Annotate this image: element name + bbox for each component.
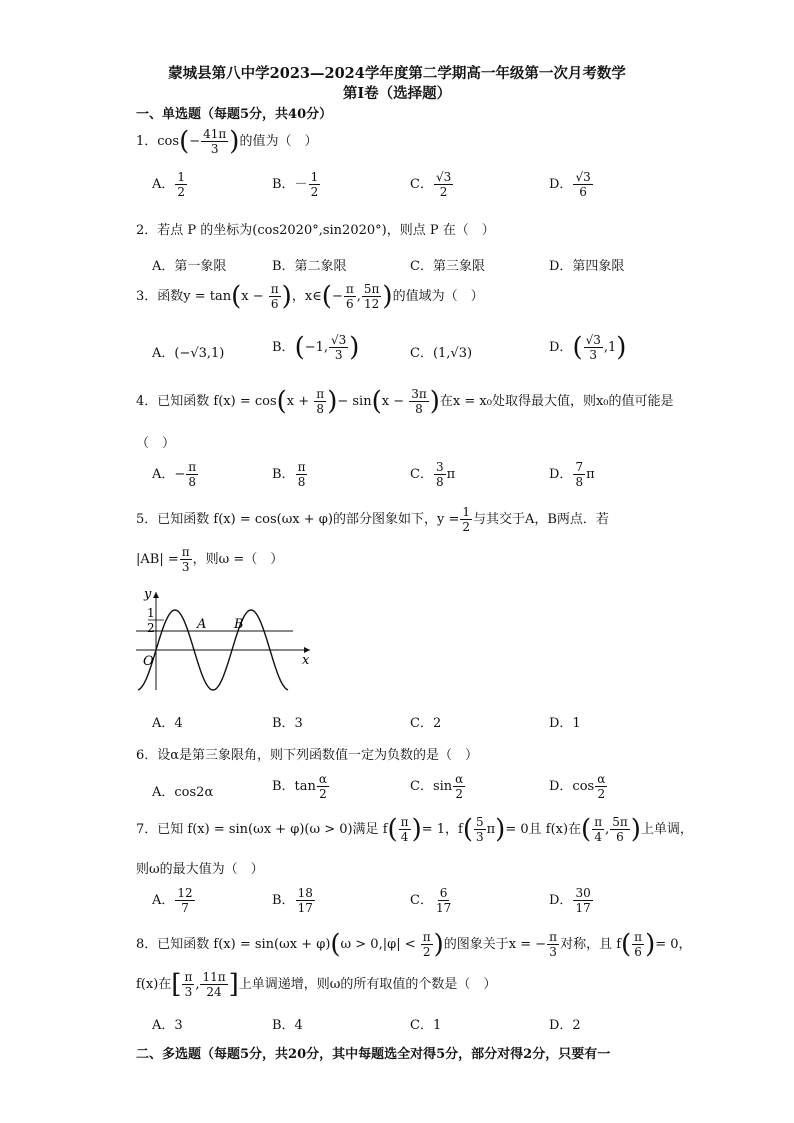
question-2: 2．若点 P 的坐标为(cos2020°,sin2020°)，则点 P 在（ ） <box>136 223 495 238</box>
q5-option-c[interactable]: C．2 <box>410 716 442 731</box>
q3-option-c[interactable]: C．(1,√3) <box>410 346 473 361</box>
section-2-heading: 二、多选题（每题5分，共20分，其中每题选全对得5分，部分对得2分，只要有一 <box>136 1047 611 1062</box>
question-8-line2: f(x)在[ $\frac{\pi}{3}$ , $\frac{11\pi}{24}$ ]上单调递增，则ω的所有取值的个数是（ ） <box>136 969 497 1000</box>
q1-prefix: 1．cos <box>136 134 180 149</box>
q1-option-d[interactable]: D． $\frac{√3}{6}$ <box>549 170 591 199</box>
q8-option-a[interactable]: A．3 <box>152 1018 183 1033</box>
origin-label: O <box>143 654 154 669</box>
q7-option-d[interactable]: D． $\frac{30}{17}$ <box>549 886 591 915</box>
page-title: 蒙城县第八中学2023—2024学年度第二学期高一年级第一次月考数学 <box>168 65 626 82</box>
q5-option-a[interactable]: A．4 <box>152 716 183 731</box>
q7-option-a[interactable]: A． $\frac{12}{7}$ <box>152 886 193 915</box>
question-7: 7．已知 f(x) = sin(ωx + φ)(ω > 0)满足 f( $\frac{\pi}{4}$ )= 1，f( $\frac{5}{3}$ π)= 0且 f(x)在( $\frac{\pi}{4}$ , $\frac{5\pi}{6}$ )上单调， <box>136 814 693 845</box>
q6-option-a[interactable]: A．cos2α <box>152 785 214 800</box>
q1-option-c[interactable]: C． $\frac{√3}{2}$ <box>410 170 452 199</box>
q3-option-b[interactable]: B．(−1, $\frac{√3}{3}$ ) <box>272 332 360 363</box>
q6-option-c[interactable]: C．sin $\frac{\alpha}{2}$ <box>410 772 464 801</box>
q8-option-c[interactable]: C．1 <box>410 1018 442 1033</box>
q4-option-c[interactable]: C． $\frac{3}{8}$ π <box>410 460 456 489</box>
q8-option-d[interactable]: D．2 <box>549 1018 581 1033</box>
question-7-line2: 则ω的最大值为（ ） <box>136 862 264 877</box>
half-numerator: 1 <box>147 606 155 620</box>
question-1: 1．cos(− $\frac{41\pi}{3}$ )的值为（ ） <box>136 126 318 157</box>
q5-option-d[interactable]: D．1 <box>549 716 581 731</box>
q4-option-a[interactable]: A．− $\frac{\pi}{8}$ <box>152 460 197 489</box>
question-5-line2: |AB| = $\frac{\pi}{3}$ ，则ω =（ ） <box>136 545 284 574</box>
q1-suffix: 的值为（ ） <box>239 134 318 149</box>
q2-option-d[interactable]: D．第四象限 <box>549 259 625 274</box>
q2-option-c[interactable]: C．第三象限 <box>410 259 485 274</box>
point-b-label: B <box>234 617 244 632</box>
question-8: 8．已知函数 f(x) = sin(ωx + φ)(ω > 0,|φ| < $\frac{\pi}{2}$ )的图象关于x = − $\frac{\pi}{3}$ 对称，且 f( $\frac{\pi}{6}$ )= 0， <box>136 929 692 960</box>
x-axis-label: x <box>302 653 310 668</box>
point-a-label: A <box>197 617 207 632</box>
question-5: 5．已知函数 f(x) = cos(ωx + φ)的部分图象如下，y = $\frac{1}{2}$ 与其交于A，B两点．若 <box>136 505 609 534</box>
q5-option-b[interactable]: B．3 <box>272 716 303 731</box>
section-1-heading: 一、单选题（每题5分，共40分） <box>136 107 333 122</box>
question-4: 4．已知函数 f(x) = cos(x + $\frac{\pi}{8}$ )− sin(x − $\frac{3\pi}{8}$ )在x = x₀处取得最大值，则x₀的值可能是 <box>136 386 674 417</box>
q1-option-b[interactable]: B．－ $\frac{1}{2}$ <box>272 170 319 199</box>
q6-option-b[interactable]: B．tan $\frac{\alpha}{2}$ <box>272 772 328 801</box>
q7-option-c[interactable]: C． $\frac{6}{17}$ <box>410 886 452 915</box>
question-3: 3．函数y = tan(x − $\frac{\pi}{6}$ )，x∈(− $\frac{\pi}{6}$ , $\frac{5\pi}{12}$ )的值域为（ ） <box>136 281 484 312</box>
question-6: 6．设α是第三象限角，则下列函数值一定为负数的是（ ） <box>136 748 479 763</box>
q3-option-a[interactable]: A．(−√3,1) <box>152 346 225 361</box>
q7-option-b[interactable]: B． $\frac{18}{17}$ <box>272 886 313 915</box>
q3-option-d[interactable]: D．( $\frac{√3}{3}$ ,1) <box>549 332 627 363</box>
page-subtitle: 第I卷（选择题） <box>342 85 452 102</box>
q5-function-graph <box>128 582 328 694</box>
q6-option-d[interactable]: D．cos $\frac{\alpha}{2}$ <box>549 772 606 801</box>
y-axis-label: y <box>144 587 152 602</box>
q2-option-a[interactable]: A．第一象限 <box>152 259 227 274</box>
q2-option-b[interactable]: B．第二象限 <box>272 259 347 274</box>
q8-option-b[interactable]: B．4 <box>272 1018 303 1033</box>
q1-option-a[interactable]: A． $\frac{1}{2}$ <box>152 170 186 199</box>
q4-option-d[interactable]: D． $\frac{7}{8}$ π <box>549 460 595 489</box>
q4-option-b[interactable]: B． $\frac{\pi}{8}$ <box>272 460 306 489</box>
q4-paren: （ ） <box>136 436 176 451</box>
half-denominator: 2 <box>147 621 155 635</box>
